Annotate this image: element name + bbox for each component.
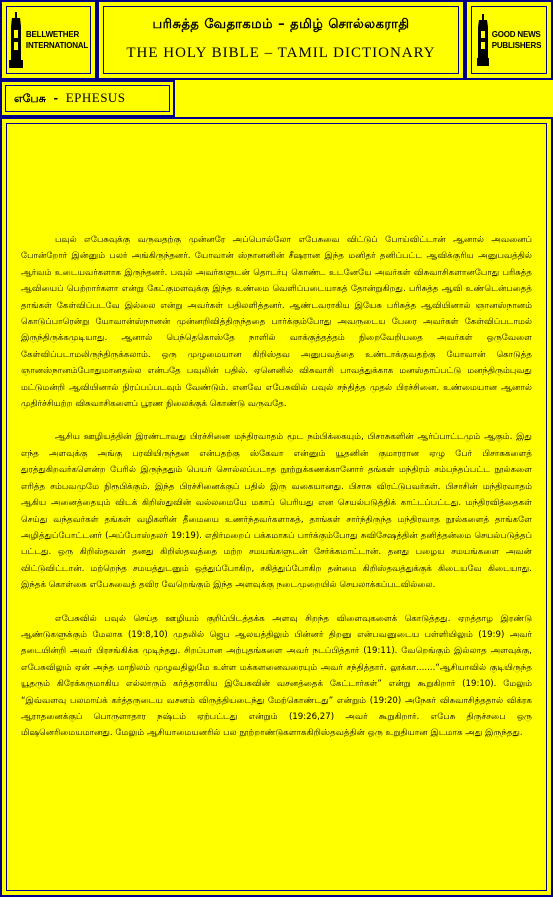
entry-separator: - [53, 92, 59, 105]
left-logo-line2: INTERNATIONAL [25, 41, 89, 50]
left-logo-line1: BELLWETHER [25, 30, 80, 39]
right-logo-line2: PUBLISHERS [491, 41, 542, 50]
title-english: THE HOLY BIBLE – TAMIL DICTIONARY [126, 45, 436, 61]
entry-heading-box [0, 80, 175, 117]
content-box [0, 117, 553, 897]
title-box [97, 0, 465, 80]
paragraph-3: எபேசுவில் பவுல் செய்த ஊழியம் குறிப்பிடத்தக்க அளவு சிறந்த விளைவுகளைக் கொடுத்தது. ஏறத்தாழ இரண்டு ஆண்டுகளுக்கும் மேலாக (19:8,10) முதலில் ஜெப ஆலயத்திலும் பின்னர் திறனு என்பவனுடைய பள்ளியிலும் (19:9) அவர் தடையின்றி அவர் பிரசங்கிக்க முடிந்தது. சிறப்பான அற்புதங்களை அவர் நடப்பித்தார் (19:11). வேறெங்கும் இல்லாத அளவுக்கு, எபேசுவிலும் ஏன் அந்த மாநிலம் முழுவதிலுமே உள்ள மக்களனைவரையும் அவர் சந்தித்தார். லூக்கா.......“ஆசியாவில் குடியிருந்த யூதரும் கிரேக்கருமாகிய எல்லாரும் கர்த்தராகிய இயேசுவின் வசனத்தைக் கேட்டார்கள்” என்று கூறுகிறார் (19:10). மேலும் “இவ்வளவு பலமாய்க் கர்த்தருடைய வசனம் விருத்தியடைந்து மேற்கொண்டது” என்றும் (19:20) அநேகர் விசுவாசித்ததால் விக்ரக ஆராதனைக்குப் பொருளாதார நஷ்டம் ஏற்பட்டது என்றும் (19:26,27) அவர் கூறுகிறார். எபேசு திருச்சபை ஒரு மிஷனெரிமையமானது. மேலும் ஆசியாமையனரில் பல நூற்றாண்டுகளாககிறிஸ்தவத்தின் ஒரு உறுதியான இடமாக அது இருந்தது. [21, 613, 532, 739]
bellwether-logo-box [0, 0, 97, 80]
article-body [6, 123, 547, 891]
bell-tower-icon [9, 12, 23, 68]
entry-tamil: எபேசு [14, 92, 46, 105]
paragraph-2: ஆசிய ஊழியத்தின் இரண்டாவது பிரச்சினை மந்திரவாதம் மூட நம்பிக்கையும், பிசாசுகளின் ஆர்ப்பாட்டமும் ஆகும். இது எந்த அளவுக்கு அங்கு பரவியிருந்தன என்பதற்கு ஸ்கேவா என்னும் யூதனின் குமாரரான ஏழு பேர் பிசாசுகளைத் துரத்துகிறவர்களென்ற பேரில் இருந்ததும் பெயர் சொல்லப்படாத நூற்றுக்கணக்கானோர் தங்கள் மந்திரம் சம்பந்தப்பட்ட நூல்களை எரித்த சம்பவமுமே நிரூபிக்கும். இந்த பிரச்சினைக்குப் பதில் இரு வகையானது. பிசாசு விரட்டுபவர்கள். பிசாசின் மந்திரவாதம் ஆகிய அனைத்தையும் விடக் கிறிஸ்துவின் வல்லமையே மகாப் பெரியது என செயல்படுத்திக் காட்டப்பட்டது. மந்திரவித்தைகள் செய்து வந்தவர்கள் தங்கள் வழிகளின் தீமையை உணர்ந்தவர்களாகத், தாங்கள் சார்ந்திருந்த மந்திரவாத நூல்களைத் தாங்களே அழித்துப்போட்டனர் (அப்போஸ்தலர் 19:19). எதிர்மறைப் பக்கமாகப் பார்க்கும்போது சுவிசேஷத்தின் தனித்தன்மை செயல்படுத்தப் பட்டது. ஒரு கிறிஸ்தவன் தனது கிறிஸ்தவத்தை மற்ற சமயங்களுடன் சேர்க்கமாட்டான். தனது பழைய சமயங்களை அவன் விட்டுவிட்டான். மற்றெந்த சமயத்துடனும் ஒத்துப்போகிற, சகித்துப்போகிற தன்மை கிறிஸ்தவத்துக்குக் கிடையவே கிடையாது. இந்தக் கொள்கை எபேசுவைத் தவிர வேறெங்கும் இந்த அளவுக்கு நடைமுறையில் செயலாக்கப்படவில்லை. [21, 432, 532, 591]
title-tamil: பரிசுத்த வேதாகமம் – தமிழ் சொல்லகராதி [152, 17, 410, 32]
bell-tower-icon [477, 14, 489, 66]
right-logo-line1: GOOD NEWS [491, 30, 541, 39]
entry-english: EPHESUS [65, 90, 126, 105]
good-news-logo-box [465, 0, 553, 80]
paragraph-1: பவுல் எபேசுவுக்கு வருவதற்கு முன்னரே அப்பொல்லோ எபேசுவை விட்டுப் போய்விட்டான் ஆனால் அவனைப் போன்றோர் இன்னும் பலர் அங்கிருந்தனர். யோவான் ஸ்நானனின் சீஷரான இந்த மனிதர் தனிப்பட்ட ஆவிக்குரிய அனுபவத்தில் ஆர்வம் உடையவர்களாக இருந்தனர். பவுல் அவர்களுடன் தொடர்பு கொண்ட உடனேயே அவர்கள் விசுவாசிகளானபோது பரிசுத்த ஆவியைப் பெற்றார்களா என்று கேட்குமளவுக்கு இந்த உண்மை வெளிப்படையாகத் தோன்றுகிறது. பரிசுத்த ஆவி உண்டென்பதைத் தாங்கள் கேள்விப்படவே இல்லை என்று அவர்கள் பதிலளித்தனர். ஆண்டவராகிய இயேசு பரிசுத்த ஆவியினால் ஞானஸ்நானம் கொடுப்பாரென்று யோவான்ஸ்நானன் முன்னறிவித்திருந்ததை பார்க்கும்போது அவருடைய பேரை அவர்கள் கேள்விப்படாமல் இருந்திருக்கமுடியாது. ஆனால் பெந்தெகொஸ்தே நாளில் வாக்குத்தத்தம் நிறைவேறியதை அவர்கள் ஒருவேளை கேள்விப்படாமலிருந்திருக்கலாம். ஒரு முழுமையான கிறிஸ்தவ அனுபவத்தை உண்டாக்குவதற்கு யோவான் கொடுத்த ஞானஸ்நானம்போதுமானதல்ல என்பதே பவுலின் பதில். ஏனெனில் விசுவாசி பாவத்துக்காக மனஸ்தாப்பட்டு மனந்திரும்புவது மட்டுமன்றி ஆவியினால் நிரப்பப்படவும் வேண்டும். எனவே எபேசுவில் பவுல் சந்தித்த முதல் பிரச்சினை. உண்மையான ஆனால் முதிர்ச்சியற்ற விசுவாசிகளைப் பூரண நிலைக்குக் கொண்டு வருவதே. [21, 235, 532, 410]
